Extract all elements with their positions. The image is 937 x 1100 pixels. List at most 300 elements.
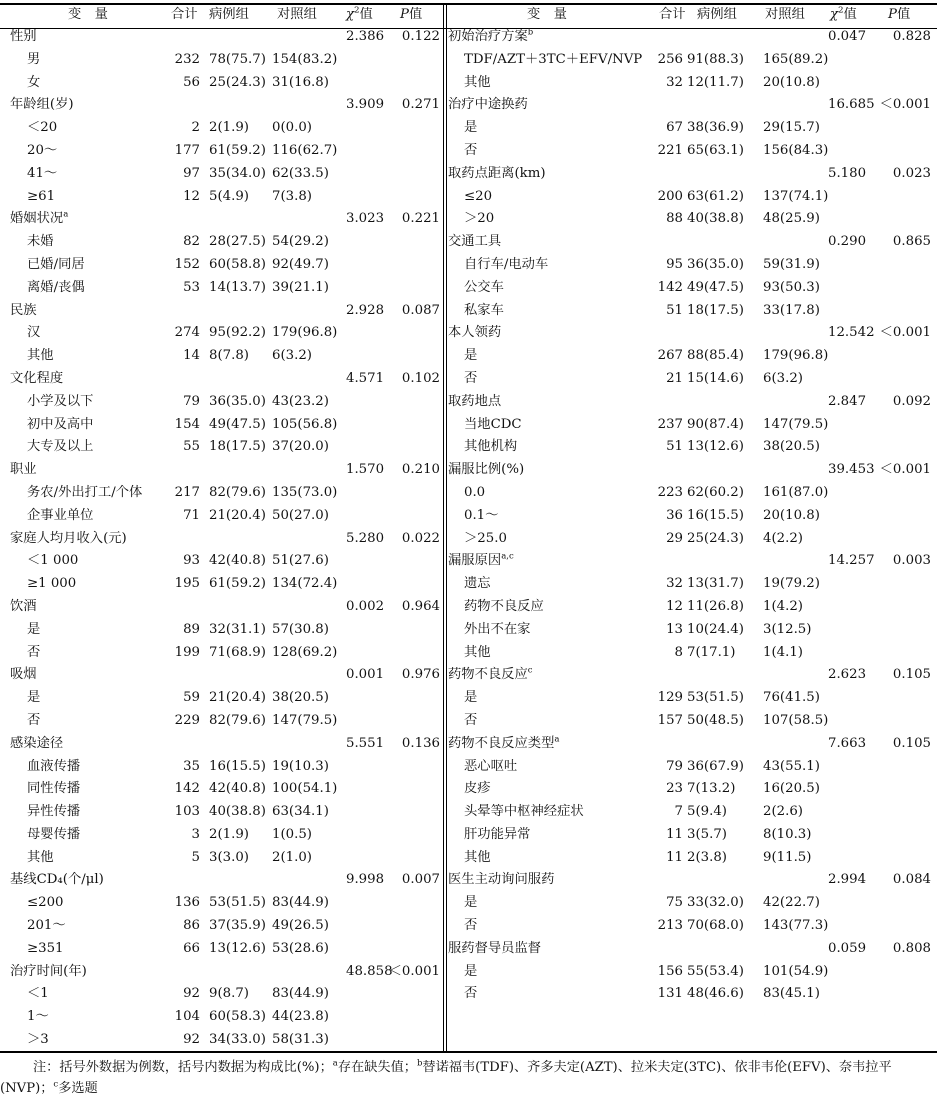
cell-total: 11 [666,849,683,865]
header-case: 病例组 [697,7,737,22]
table-row [447,778,937,801]
cell-variable [27,550,78,573]
cell-variable [464,710,477,733]
cell-variable [10,869,104,892]
cell-case-group: 60(58.8) [209,256,266,272]
variable-label: 其他 [464,644,491,660]
cell-total: 11 [666,826,683,842]
cell-case-group: 60(58.3) [209,1009,266,1025]
cell-control-group: 44(23.8) [272,1009,329,1025]
table-row [447,72,937,95]
cell-chi-square: 3.909 [346,97,385,113]
cell-control-group: 143(77.3) [763,918,829,934]
table-row [0,231,443,254]
table-group-row [447,163,937,186]
cell-chi-square: 2.623 [828,667,867,683]
cell-control-group: 2(1.0) [272,849,312,865]
footnote-marker: a [63,209,69,220]
table-group-row [0,664,443,687]
cell-case-group: 2(3.8) [687,849,727,865]
cell-case-group: 36(35.0) [209,393,266,409]
cell-variable [27,277,85,300]
cell-case-group: 88(85.4) [687,348,744,364]
cell-control-group: 93(50.3) [763,279,820,295]
cell-control-group: 92(49.7) [272,256,329,272]
cell-p-value: ＜0.001 [388,963,440,979]
table-row [0,847,443,870]
variable-label: 是 [464,963,478,979]
cell-variable [27,710,40,733]
variable-label: 漏服比例(%) [448,462,525,478]
cell-total: 152 [174,256,200,272]
cell-variable [464,300,504,323]
cell-total: 35 [183,758,200,774]
footnote-a-text: 存在缺失值； [337,1060,417,1075]
table-row [0,345,443,368]
cell-total: 103 [174,804,200,820]
table-group-row [447,938,937,961]
table-row [0,892,443,915]
variable-label: 私家车 [464,302,504,318]
cell-total: 13 [666,621,683,637]
cell-total: 3 [191,826,200,842]
table-right-half [447,0,937,1006]
variable-label: 恶心呕吐 [464,758,518,774]
variable-label: ≥61 [27,188,56,204]
cell-control-group: 51(27.6) [272,553,329,569]
cell-chi-square: 0.059 [828,940,867,956]
cell-variable [464,72,491,95]
cell-variable [464,117,477,140]
cell-control-group: 49(26.5) [272,918,329,934]
cell-case-group: 2(1.9) [209,826,249,842]
cell-total: 79 [183,393,200,409]
variable-label: 婚姻状况 [10,211,64,227]
cell-variable [464,983,477,1006]
variable-label: 大专及以上 [27,439,94,455]
table-row [0,391,443,414]
table-group-row [0,94,443,117]
table-row [447,847,937,870]
table-row [0,801,443,824]
footnote-marker: a [554,734,560,745]
cell-total: 23 [666,781,683,797]
table-row [447,642,937,665]
table-row [447,414,937,437]
table-row [0,72,443,95]
cell-chi-square: 9.998 [346,872,385,888]
cell-variable [10,208,68,231]
cell-p-value: 0.007 [401,872,440,888]
cell-control-group: 101(54.9) [763,963,829,979]
cell-case-group: 28(27.5) [209,234,266,250]
table-row [0,824,443,847]
cell-total: 157 [657,712,683,728]
cell-control-group: 20(10.8) [763,74,820,90]
cell-control-group: 107(58.5) [763,712,829,728]
cell-control-group: 1(4.2) [763,598,803,614]
table-group-row [447,391,937,414]
table-row [447,983,937,1006]
variable-label: 小学及以下 [27,393,94,409]
cell-variable [27,801,80,824]
cell-variable [464,687,477,710]
cell-case-group: 10(24.4) [687,621,744,637]
variable-label: 汉 [27,325,41,341]
variable-label: 否 [464,918,478,934]
cell-variable [448,733,559,756]
cell-case-group: 40(38.8) [687,211,744,227]
table-row [0,49,443,72]
variable-label: ＞20 [464,211,495,227]
variable-label: 取药地点 [448,393,502,409]
variable-label: 吸烟 [10,667,37,683]
cell-p-value: ＜0.001 [879,325,931,341]
cell-case-group: 82(79.6) [209,484,266,500]
variable-label: 否 [464,986,478,1002]
cell-chi-square: 5.280 [346,530,385,546]
cell-control-group: 0(0.0) [272,120,312,136]
cell-variable [27,778,80,801]
variable-label: TDF/AZT＋3TC＋EFV/NVP [464,51,643,67]
table-row [0,642,443,665]
variable-label: 治疗中途换药 [448,97,528,113]
variable-label: 治疗时间(年) [10,963,87,979]
variable-label: 41～ [27,165,58,181]
table-row [447,140,937,163]
variable-label: 基线CD₄(个/μl) [10,872,104,888]
cell-variable [464,368,477,391]
cell-total: 195 [174,576,200,592]
cell-p-value: 0.210 [401,462,440,478]
table-row [0,254,443,277]
cell-total: 59 [183,690,200,706]
cell-variable [27,938,64,961]
cell-variable [27,140,57,163]
cell-case-group: 61(59.2) [209,142,266,158]
cell-total: 2 [191,120,200,136]
table-group-row [0,596,443,619]
cell-total: 199 [174,644,200,660]
variable-label: 取药点距离(km) [448,165,546,181]
table-row [0,778,443,801]
cell-case-group: 7(17.1) [687,644,736,660]
cell-control-group: 83(44.9) [272,986,329,1002]
header-chi-square: $\chi^2$值 [830,5,857,22]
table-group-row [447,94,937,117]
cell-total: 12 [183,188,200,204]
variable-label: 20～ [27,142,58,158]
cell-control-group: 8(10.3) [763,826,812,842]
header-case: 病例组 [209,7,249,22]
cell-control-group: 147(79.5) [272,712,338,728]
table-group-row [447,869,937,892]
cell-total: 92 [183,986,200,1002]
table-row [447,756,937,779]
cell-total: 89 [183,621,200,637]
table-row [0,117,443,140]
cell-variable [10,596,37,619]
cell-variable [464,619,530,642]
table-row [0,186,443,209]
cell-variable [27,391,93,414]
variable-label: 医生主动询问服药 [448,872,555,888]
cell-p-value: 0.964 [401,598,440,614]
cell-total: 14 [183,348,200,364]
cell-variable [27,983,49,1006]
cell-case-group: 36(35.0) [687,256,744,272]
cell-chi-square: 0.002 [346,598,385,614]
footnote-marker-a: a [332,1058,338,1069]
cell-total: 53 [183,279,200,295]
cell-total: 12 [666,598,683,614]
cell-total: 86 [183,918,200,934]
table-row [447,824,937,847]
cell-total: 156 [657,963,683,979]
cell-chi-square: 0.290 [828,234,867,250]
header-p-value: P值 [888,7,911,22]
cell-control-group: 50(27.0) [272,507,329,523]
cell-case-group: 25(24.3) [209,74,266,90]
cell-control-group: 29(15.7) [763,120,820,136]
table-row [447,505,937,528]
footnote-marker: c [527,665,533,676]
cell-variable [27,345,54,368]
table-group-row [447,550,937,573]
cell-case-group: 82(79.6) [209,712,266,728]
variable-label: ＜1 [27,986,49,1002]
cell-chi-square: 5.551 [346,735,385,751]
cell-variable [448,163,546,186]
cell-p-value: 0.102 [401,370,440,386]
cell-variable [464,186,492,209]
variable-label: ＞3 [27,1032,49,1048]
cell-case-group: 18(17.5) [209,439,266,455]
cell-case-group: 53(51.5) [209,895,266,911]
cell-variable [464,140,477,163]
cell-control-group: 37(20.0) [272,439,329,455]
cell-case-group: 9(8.7) [209,986,249,1002]
variable-label: 当地CDC [464,416,522,432]
cell-variable [464,573,491,596]
cell-control-group: 43(55.1) [763,758,820,774]
cell-variable [448,322,501,345]
table-row [0,710,443,733]
cell-total: 177 [174,142,200,158]
cell-p-value: ＜0.001 [879,97,931,113]
cell-case-group: 36(67.9) [687,758,744,774]
cell-case-group: 53(51.5) [687,690,744,706]
variable-label: 性别 [10,29,37,44]
cell-total: 256 [657,51,683,67]
cell-total: 88 [666,211,683,227]
footnote-b-text: 替诺福韦(TDF)、齐多夫定(AZT)、拉米夫定(3TC)、依非韦伦(EFV)、奈韦拉平(NVP)； [0,1060,892,1096]
cell-case-group: 38(36.9) [687,120,744,136]
variable-label: 否 [27,644,41,660]
table-row [447,368,937,391]
variable-label: 是 [464,120,478,136]
cell-case-group: 42(40.8) [209,553,266,569]
table-row [447,915,937,938]
cell-variable [27,117,57,140]
cell-control-group: 83(45.1) [763,986,820,1002]
variable-label: 职业 [10,462,37,478]
cell-control-group: 33(17.8) [763,302,820,318]
cell-total: 75 [666,895,683,911]
variable-label: 母婴传播 [27,826,81,842]
cell-control-group: 39(21.1) [272,279,329,295]
cell-control-group: 100(54.1) [272,781,338,797]
cell-case-group: 16(15.5) [687,507,744,523]
cell-p-value: 0.122 [401,29,440,44]
cell-control-group: 19(10.3) [272,758,329,774]
cell-control-group: 48(25.9) [763,211,820,227]
cell-total: 142 [174,781,200,797]
cell-variable [10,664,37,687]
cell-chi-square: 3.023 [346,211,385,227]
cell-total: 200 [657,188,683,204]
cell-variable [464,277,504,300]
table-group-row [447,26,937,49]
cell-variable [464,596,544,619]
cell-case-group: 8(7.8) [209,348,249,364]
variable-label: 其他机构 [464,439,518,455]
cell-case-group: 49(47.5) [687,279,744,295]
cell-total: 223 [657,484,683,500]
table-row [447,482,937,505]
cell-variable [464,49,642,72]
table-group-row [0,300,443,323]
cell-control-group: 16(20.5) [763,781,820,797]
table-row [447,345,937,368]
cell-control-group: 1(4.1) [763,644,803,660]
cell-total: 21 [666,370,683,386]
cell-variable [27,915,66,938]
cell-case-group: 49(47.5) [209,416,266,432]
cell-control-group: 76(41.5) [763,690,820,706]
cell-total: 55 [183,439,200,455]
cell-p-value: 0.003 [892,553,931,569]
cell-variable [464,208,494,231]
cell-total: 32 [666,74,683,90]
cell-control-group: 165(89.2) [763,51,829,67]
cell-control-group: 54(29.2) [272,234,329,250]
cell-variable [10,368,63,391]
variable-label: ≤20 [464,188,493,204]
cell-control-group: 20(10.8) [763,507,820,523]
cell-case-group: 15(14.6) [687,370,744,386]
cell-p-value: 0.084 [892,872,931,888]
cell-variable [27,847,54,870]
table-row [447,596,937,619]
variable-label: 是 [464,690,478,706]
cell-control-group: 58(31.3) [272,1032,329,1048]
cell-case-group: 37(35.9) [209,918,266,934]
table-row [447,528,937,551]
variable-label: 药物不良反应 [464,598,544,614]
table-row [0,550,443,573]
cell-total: 142 [657,279,683,295]
cell-variable [464,436,517,459]
table-row [0,436,443,459]
cell-control-group: 128(69.2) [272,644,338,660]
cell-variable [464,961,477,984]
cell-control-group: 147(79.5) [763,416,829,432]
cell-p-value: 0.087 [401,302,440,318]
table-row [447,117,937,140]
cell-case-group: 95(92.2) [209,325,266,341]
variable-label: 女 [27,74,41,90]
cell-control-group: 63(34.1) [272,804,329,820]
variable-label: 遗忘 [464,576,491,592]
cell-control-group: 62(33.5) [272,165,329,181]
cell-case-group: 63(61.2) [687,188,744,204]
cell-variable [27,186,55,209]
cell-variable [10,94,74,117]
table-row [0,1006,443,1029]
cell-variable [464,847,491,870]
table-row [0,983,443,1006]
variable-label: 是 [27,690,41,706]
cell-variable [448,94,528,117]
cell-variable [464,505,498,528]
cell-total: 32 [666,576,683,592]
cell-control-group: 38(20.5) [763,439,820,455]
cell-variable [27,642,40,665]
variable-label: 外出不在家 [464,621,531,637]
cell-chi-square: 12.542 [828,325,875,341]
cell-total: 97 [183,165,200,181]
variable-label: 男 [27,51,41,67]
cell-control-group: 42(22.7) [763,895,820,911]
cell-chi-square: 2.928 [346,302,385,318]
header-variable: 变 量 [527,7,567,22]
variable-label: 皮疹 [464,781,491,797]
cell-variable [448,550,514,573]
variable-label: 是 [464,895,478,911]
cell-variable [464,801,584,824]
table-row [447,801,937,824]
cell-variable [27,414,93,437]
variable-label: 否 [464,370,478,386]
cell-case-group: 70(68.0) [687,918,744,934]
cell-variable [448,459,524,482]
variable-label: ＞25.0 [464,530,507,546]
table-row [447,961,937,984]
table-row [447,277,937,300]
cell-total: 5 [191,849,200,865]
table-group-row [0,733,443,756]
table-row [447,573,937,596]
header-total: 合计 [171,7,198,22]
cell-variable [10,459,37,482]
table-row [447,892,937,915]
cell-case-group: 13(12.6) [209,940,266,956]
header-total: 合计 [659,7,686,22]
variable-label: 服药督导员监督 [448,940,542,956]
cell-case-group: 50(48.5) [687,712,744,728]
cell-variable [464,345,477,368]
cell-case-group: 16(15.5) [209,758,266,774]
cell-variable [27,1006,49,1029]
cell-p-value: 0.271 [401,97,440,113]
cell-control-group: 57(30.8) [272,621,329,637]
cell-case-group: 7(13.2) [687,781,736,797]
variable-label: 异性传播 [27,804,81,820]
variable-label: 其他 [27,348,54,364]
cell-total: 232 [174,51,200,67]
cell-control-group: 179(96.8) [763,348,829,364]
